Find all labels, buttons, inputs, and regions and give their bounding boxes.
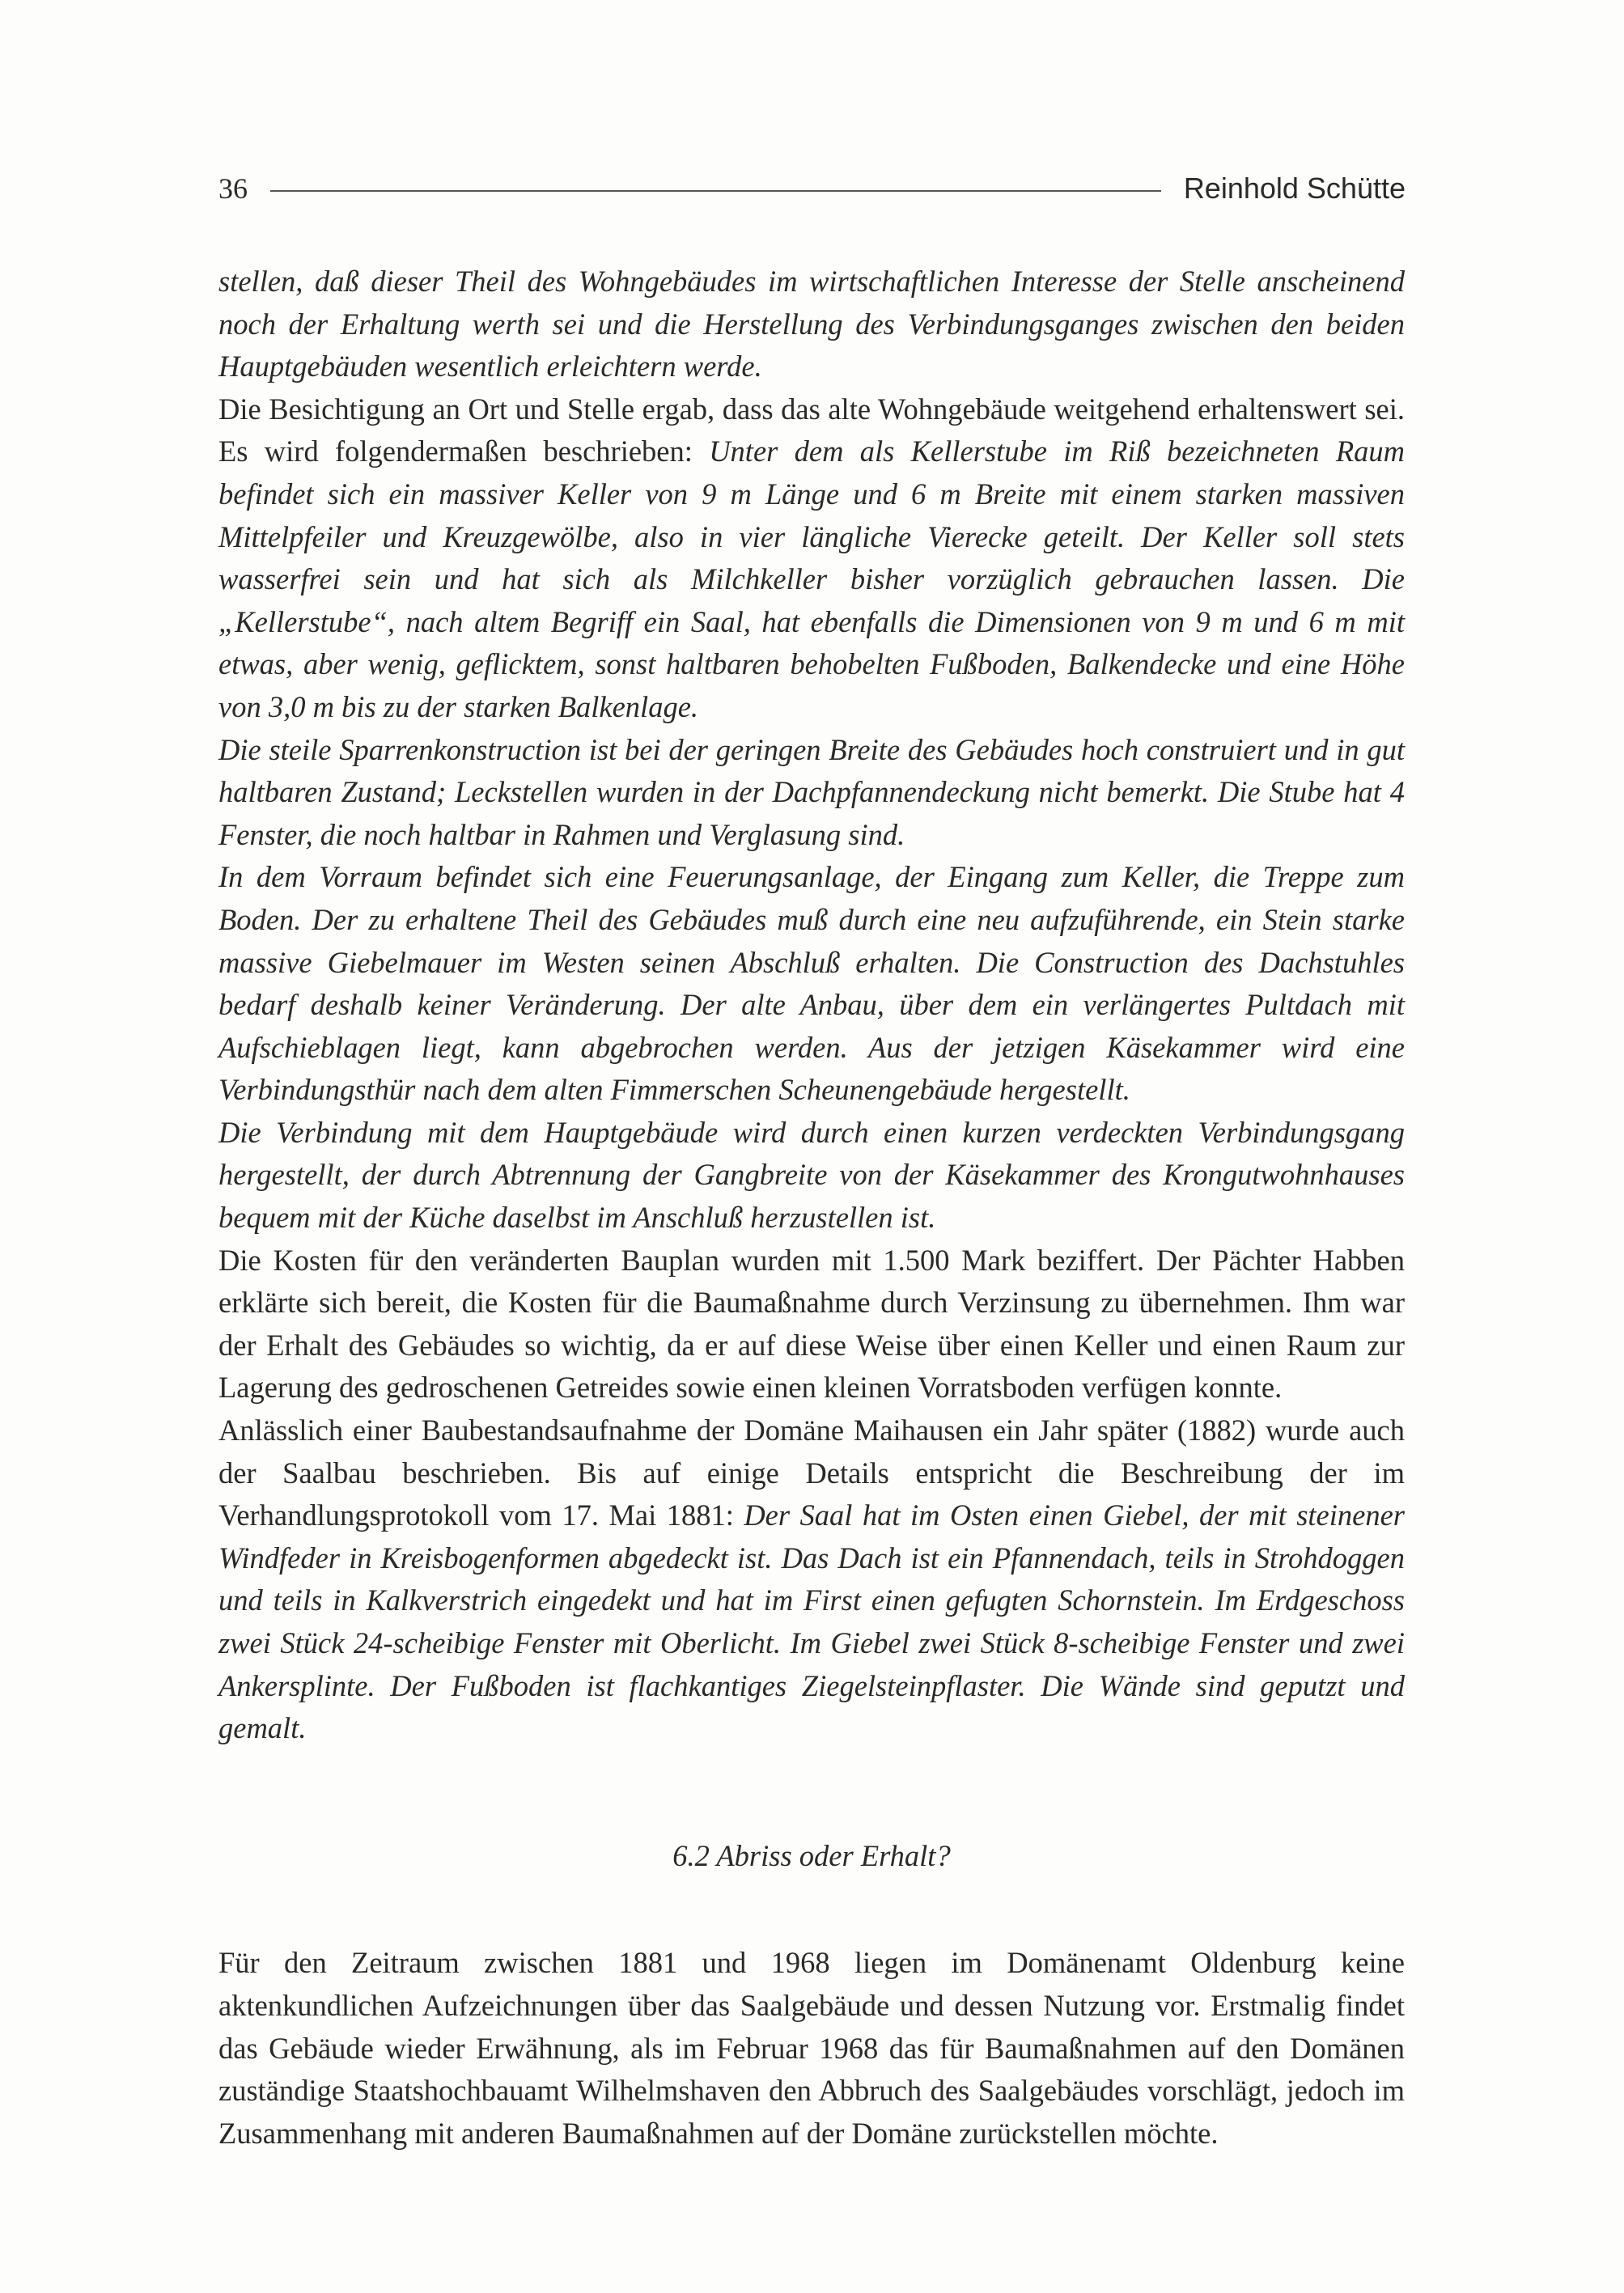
running-head-author: Reinhold Schütte <box>1183 172 1406 205</box>
paragraph-quote-5: Die Verbindung mit dem Hauptgebäude wird durch einen kurzen verdeckten Verbindungsgang hergestellt, der durch Abtrennung der Gangbreite von der Käsekammer des Krongutwohnhauses bequem mit der Küche daselbst im Anschluß herzustellen ist. <box>218 1115 1405 1235</box>
page-number: 36 <box>218 172 248 205</box>
paragraph-quote-1: stellen, daß dieser Theil des Wohngebäudes im wirtschaftlichen Interesse der Stelle anscheinend noch der Erhaltung werth sei und die Herstellung des Verbindungsganges zwischen den beiden Hauptgebäuden wesentlich erleichtern werde. <box>218 265 1405 384</box>
paragraph-2-quote: Unter dem als Kellerstube im Riß bezeichneten Raum befindet sich ein massiver Keller von 9 m Länge und 6 m Breite mit einem starken massiven Mittelpfeiler und Kreuzgewölbe, also in vier längliche Vierecke geteilt. Der Keller soll stets wasserfrei sein und hat sich als Milchkeller bisher vorzüglich gebrauchen lassen. Die „Kellerstube“, nach altem Begriff ein Saal, hat ebenfalls die Dimensionen von 9 m und 6 m mit etwas, aber wenig, geflicktem, sonst haltbaren behobelten Fußboden, Balkendecke und eine Höhe von 3,0 m bis zu der starken Balkenlage. <box>218 434 1405 723</box>
paragraph-2 <box>218 388 1405 729</box>
body-text <box>218 261 1405 2155</box>
paragraph-quote-3: Die steile Sparrenkonstruction ist bei der geringen Breite des Gebäudes hoch construiert und in gut haltbaren Zustand; Leckstellen wurden in der Dachpfannendeckung nicht bemerkt. Die Stube hat 4 Fenster, die noch haltbar in Rahmen und Verglasung sind. <box>218 732 1405 851</box>
paragraph-7-quote: Der Saal hat im Osten einen Giebel, der mit steinener Windfeder in Kreisbogenformen abgedeckt ist. Das Dach ist ein Pfannendach, teils in Strohdoggen und teils in Kalkverstrich eingedekt und hat im First einen gefugten Schornstein. Im Erdgeschoss zwei Stück 24-scheibige Fenster mit Oberlicht. Im Giebel zwei Stück 8-scheibige Fenster und zwei Ankersplinte. Der Fußboden ist flachkantiges Ziegelsteinpflaster. Die Wände sind geputzt und gemalt. <box>218 1498 1406 1745</box>
section-spacer-top <box>218 1750 1405 1835</box>
section-heading: 6.2 Abriss oder Erhalt? <box>672 1838 951 1872</box>
paragraph-6: Die Kosten für den veränderten Bauplan wurden mit 1.500 Mark beziffert. Der Pächter Habben erklärte sich bereit, die Kosten für die Baumaßnahme durch Verzinsung zu übernehmen. Ihm war der Erhalt des Gebäudes so wichtig, da er auf diese Weise über einen Keller und einen Raum zur Lagerung des gedroschenen Getreides sowie einen kleinen Vorratsboden verfügen konnte. <box>218 1243 1405 1405</box>
section-spacer-bottom <box>218 1877 1405 1942</box>
paragraph-7-text: Anlässlich einer Baubestandsaufnahme der Domäne Maihausen ein Jahr später (1882) wurde auch der Saalbau beschrieben. Bis auf einige Details entspricht die Beschreibung der im Verhandlungsprotokoll vom 17. Mai 1881: <box>218 1414 1405 1532</box>
paragraph-quote-4: In dem Vorraum befindet sich eine Feuerungsanlage, der Eingang zum Keller, die Treppe zum Boden. Der zu erhaltene Theil des Gebäudes muß durch eine neu aufzuführende, ein Stein starke massive Giebelmauer im Westen seinen Abschluß erhalten. Die Construction des Dachstuhles bedarf deshalb keiner Veränderung. Der alte Anbau, über dem ein verlängertes Pultdach mit Aufschieblagen liegt, kann abgebrochen werden. Aus der jetzigen Käsekammer wird eine Verbindungsthür nach dem alten Fimmerschen Scheunengebäude hergestellt. <box>218 860 1405 1107</box>
paragraph-2-text: Die Besichtigung an Ort und Stelle ergab, dass das alte Wohngebäude weitgehend erhaltenswert sei. Es wird folgendermaßen beschrieben: <box>218 392 1405 468</box>
page-header <box>218 168 1406 209</box>
paragraph-8: Für den Zeitraum zwischen 1881 und 1968 liegen im Domänenamt Oldenburg keine aktenkundlichen Aufzeichnungen über das Saalgebäude und dessen Nutzung vor. Erstmalig findet das Gebäude wieder Erwähnung, als im Februar 1968 das für Baumaßnahmen auf den Domänen zuständige Staatshochbauamt Wilhelmshaven den Abbruch des Saalgebäudes vorschlägt, jedoch im Zusammenhang mit anderen Baumaßnahmen auf der Domäne zurückstellen möchte. <box>218 1946 1405 2150</box>
header-rule <box>270 190 1161 192</box>
paragraph-7 <box>218 1409 1405 1750</box>
